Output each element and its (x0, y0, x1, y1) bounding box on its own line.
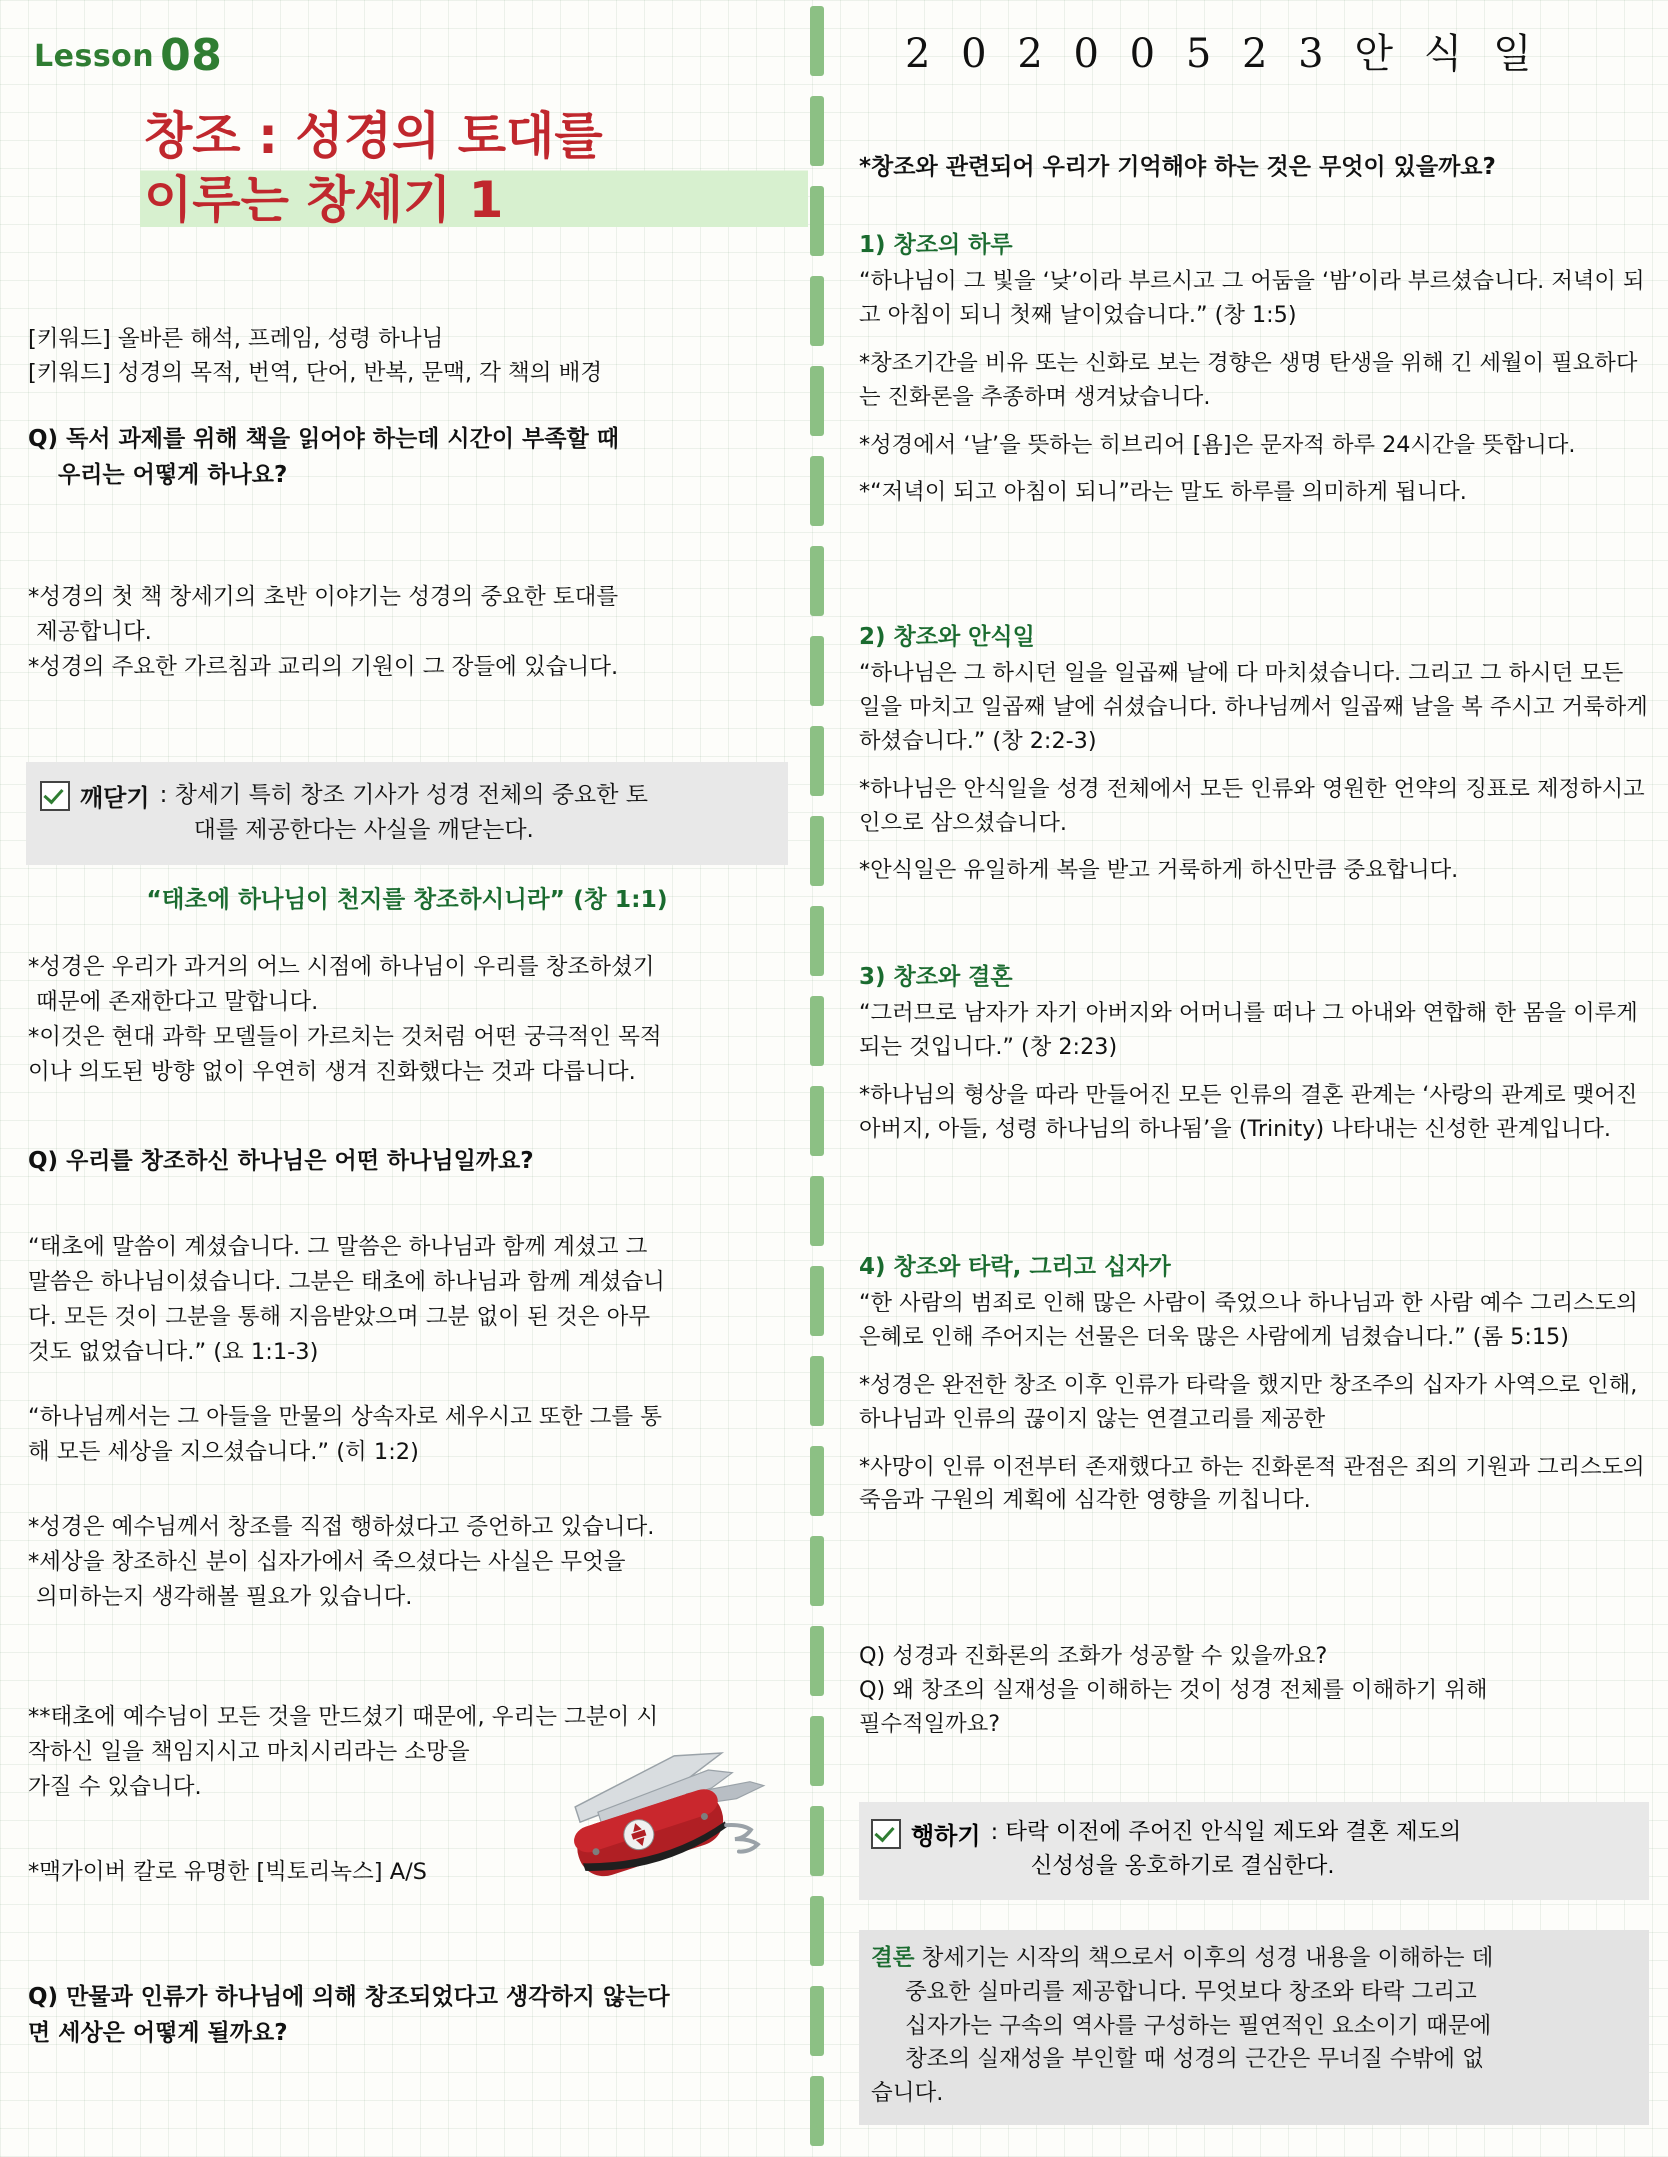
closing-question-2-line-1: Q) 왜 창조의 실재성을 이해하는 것이 성경 전체를 이해하기 위해 (859, 1676, 1488, 1703)
question-3-line-2: 면 세상은 어떻게 될까요? (28, 2019, 288, 2046)
section-1-para-1: “하나님이 그 빛을 ‘낮’이라 부르시고 그 어둠을 ‘밤’이라 부르셨습니다. 저녁이 되고 아침이 되니 첫째 날이었습니다.” (창 1:5) (859, 267, 1645, 328)
section-1-para-4: *“저녁이 되고 아침이 되니”라는 말도 하루를 의미하게 됩니다. (859, 479, 1467, 506)
section-1-para-2: *창조기간을 비유 또는 신화로 보는 경향은 생명 탄생을 위해 긴 세월이 필요하다는 진화론을 추종하며 생겨났습니다. (859, 349, 1638, 410)
insight-label: 깨닫기 (80, 784, 150, 812)
binder-strip (810, 0, 824, 2157)
do-it-label: 행하기 (911, 1822, 981, 1850)
section-2-para-2: *하나님은 안식일을 성경 전체에서 모든 인류와 영원한 언약의 징표로 제정하시고 인으로 삼으셨습니다. (859, 775, 1645, 836)
paragraph-1-line-1: *성경의 첫 책 창세기의 초반 이야기는 성경의 중요한 토대를 (28, 584, 619, 610)
conclusion-line-4: 창조의 실재성을 부인할 때 성경의 근간은 무너질 수밖에 없 (905, 2046, 1484, 2073)
paragraph-2-line-4: 이나 의도된 방향 없이 우연히 생겨 진화했다는 것과 다릅니다. (28, 1058, 636, 1085)
insight-text-line-2: 대를 제공한다는 사실을 깨닫는다. (193, 816, 534, 843)
question-1 (28, 422, 768, 493)
section-2-para-1: “하나님은 그 하시던 일을 일곱째 날에 다 마치셨습니다. 그리고 그 하시던 모든 일을 마치고 일곱째 날에 쉬셨습니다. 하나님께서 일곱째 날을 복 주시고 거룩하게 하셨습니다.” (창 2:2-3) (859, 659, 1648, 754)
section-3-heading: 3) 창조와 결혼 (859, 964, 1013, 990)
section-1-heading: 1) 창조의 하루 (859, 232, 1013, 258)
section-3-para-2: *하나님의 형상을 따라 만들어진 모든 인류의 결혼 관계는 ‘사랑의 관계로 맺어진 아버지, 아들, 성령 하나님의 하나됨’을 (Trinity) 나타내는 신성한 관계입니다. (859, 1081, 1638, 1142)
paragraph-2-line-3: *이것은 현대 과학 모델들이 가르치는 것처럼 어떤 궁극적인 목적 (28, 1023, 662, 1050)
question-2: Q) 우리를 창조하신 하나님은 어떤 하나님일까요? (28, 1148, 534, 1174)
closing-question-1: Q) 성경과 진화론의 조화가 성공할 수 있을까요? (859, 1643, 1328, 1669)
question-3 (28, 1980, 788, 2051)
title-line-1: 창조 : 성경의 토대를 (144, 107, 603, 165)
swiss-army-knife-icon (548, 1738, 798, 1928)
page-title (140, 104, 808, 232)
section-1-para-3: *성경에서 ‘날’을 뜻하는 히브리어 [욤]은 문자적 하루 24시간을 뜻합니다. (859, 431, 1576, 458)
conclusion-line-3: 십자가는 구속의 역사를 구성하는 필연적인 요소이기 때문에 (905, 2012, 1492, 2039)
quote-john-line-3: 다. 모든 것이 그분을 통해 지음받았으며 그분 없이 된 것은 아무 (28, 1304, 651, 1331)
keywords-line-1: [키워드] 올바른 해석, 프레임, 성령 하나님 (28, 326, 444, 352)
question-1-line-1: Q) 독서 과제를 위해 책을 읽어야 하는데 시간이 부족할 때 (28, 426, 619, 452)
paragraph-4-line-2: 작하신 일을 책임지시고 마치시리라는 소망을 (28, 1739, 470, 1766)
paragraph-2 (28, 950, 788, 1090)
closing-questions (859, 1640, 1649, 1742)
checkbox-icon (40, 781, 70, 811)
conclusion-label: 결론 (871, 1945, 915, 1971)
section-2-heading: 2) 창조와 안식일 (859, 624, 1035, 650)
paragraph-1-line-3: *성경의 주요한 가르침과 교리의 기원이 그 장들에 있습니다. (28, 653, 619, 680)
do-it-box (859, 1802, 1649, 1900)
right-top-question: *창조와 관련되어 우리가 기억해야 하는 것은 무엇이 있을까요? (859, 154, 1496, 180)
quote-john-line-1: “태초에 말씀이 계셨습니다. 그 말씀은 하나님과 함께 계셨고 그 (28, 1234, 648, 1260)
paragraph-3 (28, 1510, 788, 1615)
section-4-para-1: “한 사람의 범죄로 인해 많은 사람이 죽었으나 하나님과 한 사람 예수 그리스도의 은혜로 인해 주어지는 선물은 더욱 많은 사람에게 넘쳤습니다.” (롬 5:15) (859, 1289, 1638, 1350)
paragraph-1 (28, 580, 788, 685)
insight-text-line-1: : 창세기 특히 창조 기사가 성경 전체의 중요한 토 (159, 782, 648, 808)
closing-question-2-line-2: 필수적일까요? (859, 1710, 1001, 1737)
section-3 (859, 960, 1649, 1161)
lesson-tag (34, 30, 222, 81)
section-3-para-1: “그러므로 남자가 자기 아버지와 어머니를 떠나 그 아내와 연합해 한 몸을 이루게 되는 것입니다.” (창 2:23) (859, 999, 1638, 1060)
title-line-2: 이루는 창세기 1 (144, 171, 504, 229)
keywords-line-2: [키워드] 성경의 목적, 번역, 단어, 반복, 문맥, 각 책의 배경 (28, 360, 603, 387)
checkbox-icon (871, 1819, 901, 1849)
lesson-label: Lesson (34, 39, 155, 74)
do-it-text (991, 1816, 1462, 1884)
quote-john-line-4: 것도 없었습니다.” (요 1:1-3) (28, 1339, 319, 1366)
quote-hebrews (28, 1400, 788, 1470)
section-4 (859, 1250, 1649, 1532)
conclusion-box (859, 1930, 1649, 2125)
section-4-heading: 4) 창조와 타락, 그리고 십자가 (859, 1254, 1171, 1280)
section-2-para-3: *안식일은 유일하게 복을 받고 거룩하게 하신만큼 중요합니다. (859, 857, 1459, 884)
paragraph-3-line-3: 의미하는지 생각해볼 필요가 있습니다. (36, 1584, 413, 1611)
paragraph-5: *맥가이버 칼로 유명한 [빅토리녹스] A/S (28, 1859, 427, 1885)
question-1-line-2: 우리는 어떻게 하나요? (58, 461, 288, 488)
section-4-para-2: *성경은 완전한 창조 이후 인류가 타락을 했지만 창조주의 십자가 사역으로 인해, 하나님과 인류의 끊이지 않는 연결고리를 제공한 (859, 1371, 1638, 1432)
paragraph-2-line-1: *성경은 우리가 과거의 어느 시점에 하나님이 우리를 창조하셨기 (28, 954, 655, 980)
quote-john-line-2: 말씀은 하나님이셨습니다. 그분은 태초에 하나님과 함께 계셨습니 (28, 1269, 665, 1296)
section-2 (859, 620, 1649, 902)
paragraph-3-line-1: *성경은 예수님께서 창조를 직접 행하셨다고 증언하고 있습니다. (28, 1514, 655, 1540)
paragraph-4-line-3: 가질 수 있습니다. (28, 1774, 202, 1801)
keywords-block (28, 322, 788, 390)
quote-heb-line-1: “하나님께서는 그 아들을 만물의 상속자로 세우시고 또한 그를 통 (28, 1404, 662, 1430)
insight-box (26, 762, 788, 865)
left-column (0, 0, 800, 2157)
conclusion-line-5: 습니다. (871, 2080, 944, 2106)
paragraph-4-line-1: **태초에 예수님이 모든 것을 만드셨기 때문에, 우리는 그분이 시 (28, 1704, 659, 1730)
do-it-text-line-1: : 타락 이전에 주어진 안식일 제도와 결혼 제도의 (990, 1819, 1462, 1845)
right-column (845, 0, 1668, 2157)
quote-heb-line-2: 해 모든 세상을 지으셨습니다.” (히 1:2) (28, 1439, 419, 1466)
section-4-para-3: *사망이 인류 이전부터 존재했다고 하는 진화론적 관점은 죄의 기원과 그리스도의 죽음과 구원의 계획에 심각한 영향을 끼칩니다. (859, 1453, 1645, 1514)
do-it-text-line-2: 신성성을 옹호하기로 결심한다. (1030, 1852, 1335, 1879)
insight-text (160, 778, 648, 847)
conclusion-line-2: 중요한 실마리를 제공합니다. 무엇보다 창조와 타락 그리고 (905, 1978, 1477, 2005)
conclusion-line-1: 창세기는 시작의 책으로서 이후의 성경 내용을 이해하는 데 (921, 1945, 1494, 1971)
key-verse: “태초에 하나님이 천지를 창조하시니라” (창 1:1) (146, 885, 668, 913)
lesson-number: 08 (160, 30, 223, 81)
paragraph-1-line-2: 제공합니다. (36, 618, 152, 645)
date-header: 2 0 2 0 0 5 2 3 안 식 일 (905, 31, 1541, 77)
section-1 (859, 228, 1649, 524)
quote-john (28, 1230, 788, 1370)
paragraph-3-line-2: *세상을 창조하신 분이 십자가에서 죽으셨다는 사실은 무엇을 (28, 1549, 626, 1576)
paragraph-2-line-2: 때문에 존재한다고 말합니다. (36, 988, 319, 1015)
question-3-line-1: Q) 만물과 인류가 하나님에 의해 창조되었다고 생각하지 않는다 (28, 1984, 670, 2010)
